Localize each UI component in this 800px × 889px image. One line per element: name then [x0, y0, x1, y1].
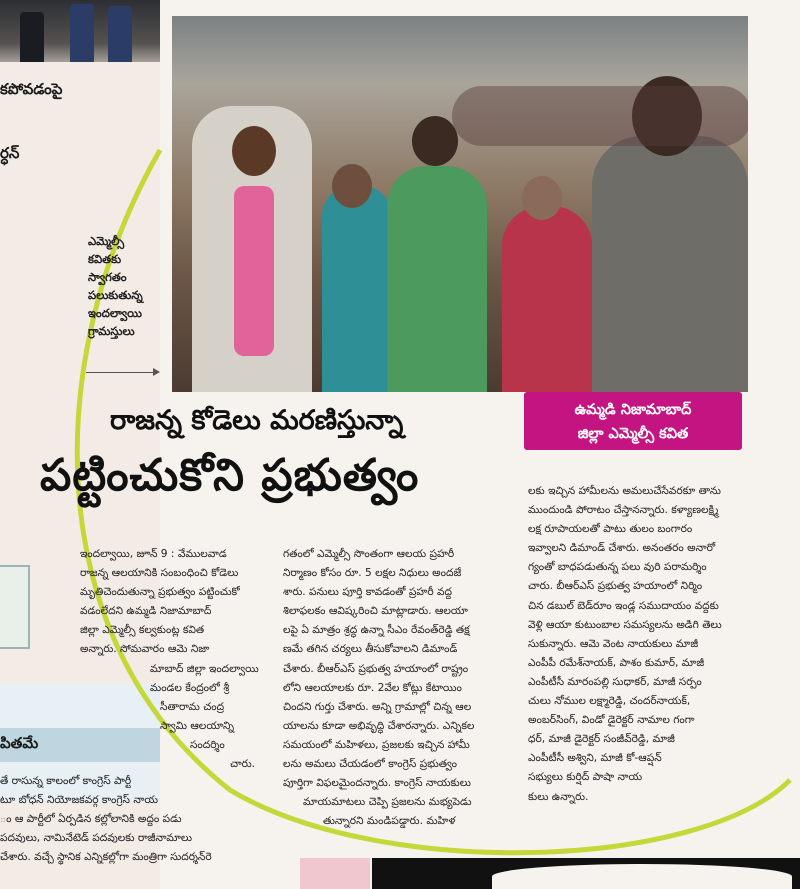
article-line: వడంలేదని ఉమ్మడి నిజామాబాద్ [80, 605, 212, 618]
adjacent-article-text [0, 772, 300, 867]
article-line: రాజన్న ఆలయానికి సంబంధించి కోడెలు [80, 567, 239, 580]
caption-arrow-icon [86, 372, 158, 373]
article-line: మండల కేంద్రంలో శ్రీ [150, 681, 230, 694]
photo-person [387, 166, 487, 392]
photo-person-head [522, 176, 562, 220]
article-column-2 [283, 545, 515, 831]
photo-caption: ఎమ్మెల్సీ కవితకు స్వాగతం పలుకుతున్న ఇందల్వాయి గ్రామస్తులు [88, 234, 143, 338]
article-line: లను అమలు చేయడంలో కాంగ్రెస్ ప్రభుత్వం [283, 758, 457, 771]
article-line: చేశారు. బీఆర్ఎస్ ప్రభుత్వ హయాంలో రాష్ట్రం [283, 662, 469, 675]
main-photo [172, 16, 748, 392]
article-line: అంబర్‌సింగ్, విండో డైరెక్టర్ నామాల గంగా [528, 714, 695, 727]
article-line: లకు ఇచ్చిన హామీలను అమలుచేసేవరకూ తాను [528, 485, 721, 497]
article-line: యాలను కూడా అభివృద్ధి చేశారన్నారు. ఎన్నికల [283, 719, 475, 732]
article-line: వెళ్లి ఆయా కుటుంబాల సమస్యలను అడిగి తెలు [528, 618, 722, 631]
article-line: గతంలో ఎమ్మెల్సీ సొంతంగా ఆలయ ప్రహరీ [283, 548, 455, 560]
photo-person [322, 186, 392, 392]
article-line: ఎంపీటీసీ మారంపల్లి సుధాకర్, మాజీ సర్పం [528, 675, 702, 688]
article-line: ఎంపీపీ రమేశ్‌నాయక్, పాశం కుమార్, మాజీ [528, 656, 705, 669]
adjacent-graphic [300, 858, 370, 889]
adjacent-line: టూ బోధన్ నియోజకవర్గ కాంగ్రెస్ నాయ [0, 794, 158, 806]
article-line: మాయమాటలు చెప్పి ప్రజలను మభ్యపెడు [303, 796, 472, 809]
article-line: ఎంపీటీసీ అశ్విని, మాజీ కో-ఆప్షన్ [528, 752, 662, 765]
article-line: మాబాద్ జిల్లా ఇందల్వాయి [150, 662, 259, 675]
article-line: చిందని గుర్తు చేశారు. అన్ని గ్రామాల్లో చిన్న ఆల [283, 700, 472, 713]
article-line: ధర్, మాజీ డైరెక్టర్ సంజీవ్‌రెడ్డి, మాజీ [528, 733, 675, 746]
adjacent-headline-graphic [372, 858, 800, 889]
article-line: అన్నారు. సోమవారం ఆమె నిజా [80, 643, 210, 656]
article-line: పూర్తిగా విఫలమైందన్నారు. కాంగ్రెస్ నాయకులు [283, 777, 471, 790]
adjacent-line: చేశారు. వచ్చే స్థానిక ఎన్నికల్లోగా మంత్రిగా సుదర్శన్‌రె [0, 851, 212, 863]
article-line: నిర్మాణం కోసం రూ. 5 లక్షల నిధులు అందజే [283, 567, 462, 580]
article-line: స్వామి ఆలయాన్ని [160, 719, 235, 732]
photo-person [502, 206, 592, 392]
photo-person-head [232, 126, 276, 176]
article-line: కులు ఉన్నారు. [528, 790, 589, 803]
article-line: ఇవ్వాలని డిమాండ్ చేశారు. అనంతరం అనారో [528, 542, 716, 555]
adjacent-line: తే రాసున్న కాలంలో కాంగ్రెస్ పార్టీ [0, 775, 132, 787]
person-badge [524, 392, 742, 450]
article-line: చారు. బీఆర్ఎస్ ప్రభుత్వ హయాంలో నిర్మిం [528, 580, 703, 593]
badge-line-2: జిల్లా ఎమ్మెల్సీ కవిత [577, 426, 689, 442]
article-line: చిన డబుల్ బెడ్‌రూం ఇండ్ల సముదాయం వద్దకు [528, 599, 719, 612]
article-line: శిలాఫలకం ఆవిష్కరించి మాట్లాడారు. ఆలయా [283, 605, 468, 618]
photo-figure [108, 6, 132, 62]
article-line: శారు. పనులు పూర్తి కావడంతో ప్రహరీ వద్ద [283, 586, 453, 599]
photo-person [592, 136, 748, 392]
article-line: లపై ఏ మాత్రం శ్రద్ధ ఉన్నా సీఎం రేవంత్‌రెడ్డి తక్ష [283, 624, 470, 637]
article-line: సీతారామ చంద్ర [160, 700, 225, 713]
article-column-3 [528, 482, 750, 807]
article-line: జిల్లా ఎమ్మెల్సీ కల్వకుంట్ల కవిత [80, 624, 205, 637]
article-line: తున్నారని మండిపడ్డారు. మహిళ [323, 815, 456, 828]
photo-figure [20, 12, 44, 62]
photo-crowd-background [452, 86, 748, 146]
adjacent-headline-fragment: ర్ధన్ [0, 144, 20, 162]
article-line: చారు. [230, 758, 255, 771]
article-line: చులు నోముల లక్ష్మారెడ్డి, చందర్‌నాయక్, [528, 695, 691, 708]
article-line: లోని ఆలయాలకు రూ. 2వేల కోట్లు కేటాయిం [283, 681, 462, 694]
photo-person-head [332, 164, 372, 208]
article-line: సుకున్నారు. ఆమె వెంట నాయకులు మాజీ [528, 637, 699, 650]
article-line: గ్యంతో బాధపడుతున్న పలు వురి పరామర్శిం [528, 561, 707, 574]
article-line: ఇందల్వాయి, జూన్ 9 : వేములవాడ [80, 548, 227, 560]
adjacent-line: పదవులు, నామినేటెడ్ పదవులకు రాజీనామాలు [0, 832, 192, 844]
article-line: ణమే తగిన చర్యలు తీసుకోవాలని డిమాండ్ [283, 643, 458, 656]
adjacent-headline-fragment: కపోవడంపై [0, 80, 63, 98]
article-line: ముందుండి పోరాటం చేస్తానన్నారు. కళ్యాణలక్ష్మి [528, 504, 719, 517]
article-column-1 [80, 545, 272, 774]
adjacent-section-title: పితమే [0, 734, 39, 752]
adjacent-graphic [0, 565, 30, 649]
kicker-headline: రాజన్న కోడెలు మరణిస్తున్నా [110, 405, 404, 436]
article-line: సభ్యులు కుర్షిద్ పాషా నాయ [528, 771, 643, 784]
photo-person-head [412, 116, 458, 166]
adjacent-line: ం ఆ పార్టీలో ఏర్పడిన కల్లోలానికి అద్దం పడు [0, 813, 182, 825]
article-line: లక్ష రూపాయలతో పాటు తులం బంగారం [528, 523, 693, 536]
photo-figure [70, 4, 94, 62]
badge-line-1: ఉమ్మడి నిజామాబాద్ [574, 402, 692, 418]
article-line: సమయంలో మహిళలు, ప్రజలకు ఇచ్చిన హామీ [283, 738, 470, 751]
main-headline: పట్టించుకోని ప్రభుత్వం [40, 450, 420, 501]
adjacent-photo [0, 0, 160, 62]
article-line: సందర్శిం [190, 738, 225, 751]
article-line: మృతిచెందుతున్నా ప్రభుత్వం పట్టించుకో [80, 586, 240, 599]
photo-scarf [234, 186, 274, 356]
